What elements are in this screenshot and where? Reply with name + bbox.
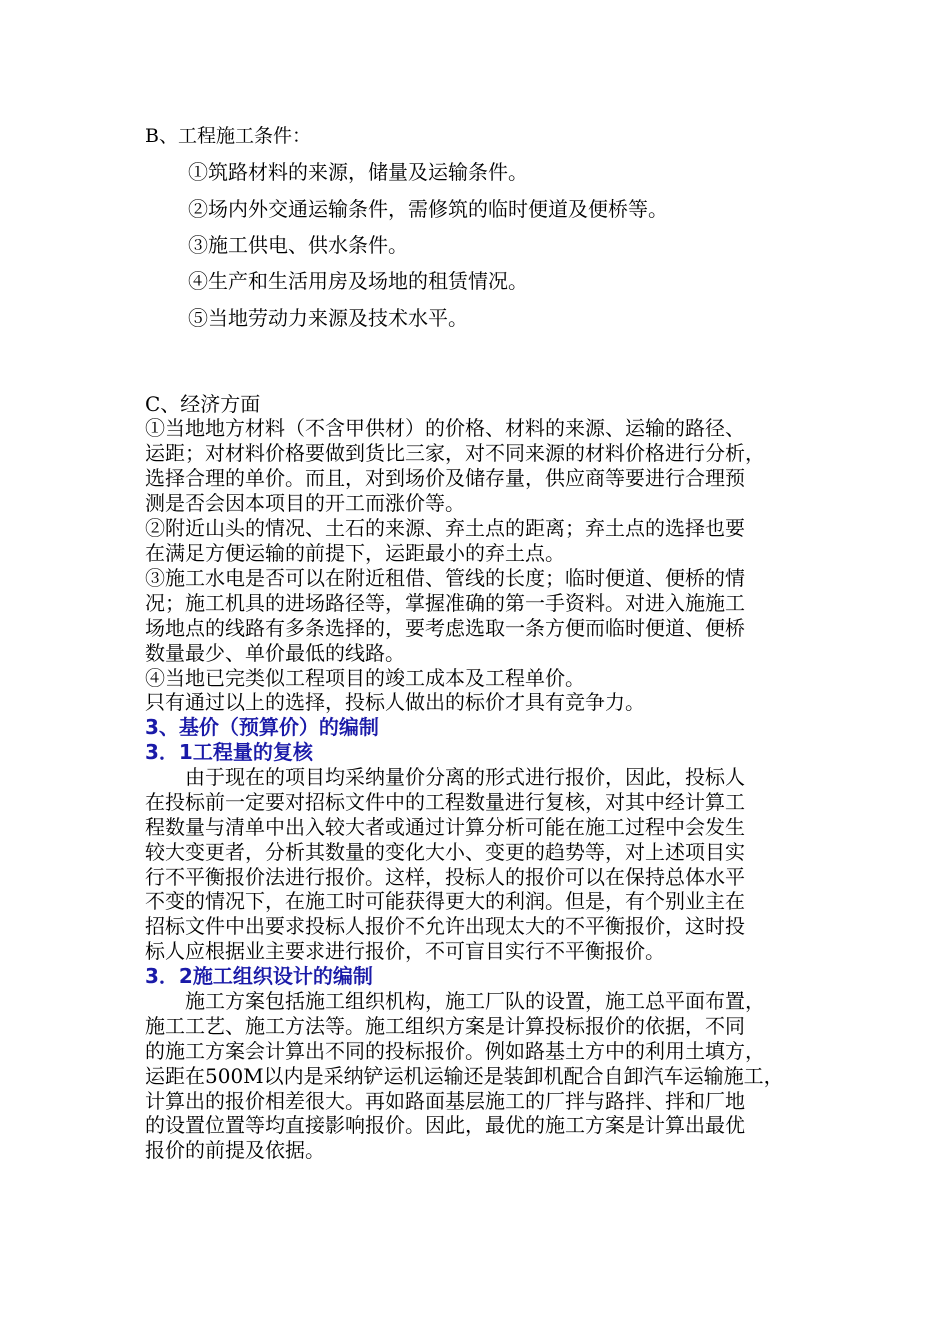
section-c-line: 数量最少、单价最低的线路。 [145, 641, 405, 665]
section-b-item: ⑤当地劳动力来源及技术水平。 [188, 306, 468, 330]
section-3-2-line: 的施工方案会计算出不同的投标报价。例如路基土方中的利用土填方， [145, 1039, 765, 1063]
section-c-line: 只有通过以上的选择，投标人做出的标价才具有竞争力。 [145, 690, 645, 714]
section-3-1-line: 程数量与清单中出入较大者或通过计算分析可能在施工过程中会发生 [145, 815, 745, 839]
section-c-line: ①当地地方材料（不含甲供材）的价格、材料的来源、运输的路径、 [145, 416, 745, 440]
section-3-2-line: 运距在500M以内是采纳铲运机运输还是装卸机配合自卸汽车运输施工， [145, 1064, 784, 1088]
section-c-line: 况；施工机具的进场路径等，掌握准确的第一手资料。对进入施施工 [145, 591, 745, 615]
section-3-2-line: 报价的前提及依据。 [145, 1138, 325, 1162]
section-b-item: ④生产和生活用房及场地的租赁情况。 [188, 269, 528, 293]
section-3-1-line: 不变的情况下，在施工时可能获得更大的利润。但是，有个别业主在 [145, 889, 745, 913]
section-3-1-line: 在投标前一定要对招标文件中的工程数量进行复核，对其中经计算工 [145, 790, 745, 814]
section-3-1-line: 行不平衡报价法进行报价。这样，投标人的报价可以在保持总体水平 [145, 865, 745, 889]
section-c-line: 选择合理的单价。而且，对到场价及储存量，供应商等要进行合理预 [145, 466, 745, 490]
section-b-item: ②场内外交通运输条件，需修筑的临时便道及便桥等。 [188, 197, 668, 221]
section-c-line: ②附近山头的情况、土石的来源、弃土点的距离；弃土点的选择也要 [145, 516, 745, 540]
section-c-line: ④当地已完类似工程项目的竣工成本及工程单价。 [145, 666, 585, 690]
section-c-line: 场地点的线路有多条选择的，要考虑选取一条方便而临时便道、便桥 [145, 616, 745, 640]
section-3-1-line: 标人应根据业主要求进行报价，不可盲目实行不平衡报价。 [145, 939, 665, 963]
section-b-heading: B、工程施工条件： [145, 125, 311, 147]
section-3-2-heading: 3．2施工组织设计的编制 [145, 964, 373, 988]
section-c-line: 测是否会因本项目的开工而涨价等。 [145, 491, 465, 515]
section-3-2-line: 施工工艺、施工方法等。施工组织方案是计算投标报价的依据，不同 [145, 1014, 745, 1038]
section-c-line: 在满足方便运输的前提下，运距最小的弃土点。 [145, 541, 565, 565]
section-c-line: ③施工水电是否可以在附近租借、管线的长度；临时便道、便桥的情 [145, 566, 745, 590]
section-3-2-line: 的设置位置等均直接影响报价。因此，最优的施工方案是计算出最优 [145, 1113, 745, 1137]
section-c-heading: C、经济方面 [145, 392, 261, 416]
section-3-2-line: 计算出的报价相差很大。再如路面基层施工的厂拌与路拌、拌和厂地 [145, 1089, 745, 1113]
section-b-item: ③施工供电、供水条件。 [188, 233, 408, 257]
section-3-2-line: 施工方案包括施工组织机构，施工厂队的设置，施工总平面布置， [185, 989, 765, 1013]
section-c-line: 运距；对材料价格要做到货比三家，对不同来源的材料价格进行分析， [145, 441, 765, 465]
section-3-1-line: 较大变更者，分析其数量的变化大小、变更的趋势等，对上述项目实 [145, 840, 745, 864]
section-3-1-line: 招标文件中出要求投标人报价不允许出现太大的不平衡报价，这时投 [145, 914, 745, 938]
section-3-heading: 3、基价（预算价）的编制 [145, 715, 379, 739]
section-3-1-heading: 3．1工程量的复核 [145, 740, 313, 764]
section-3-1-line: 由于现在的项目均采纳量价分离的形式进行报价，因此，投标人 [185, 765, 745, 789]
section-b-item: ①筑路材料的来源，储量及运输条件。 [188, 160, 528, 184]
